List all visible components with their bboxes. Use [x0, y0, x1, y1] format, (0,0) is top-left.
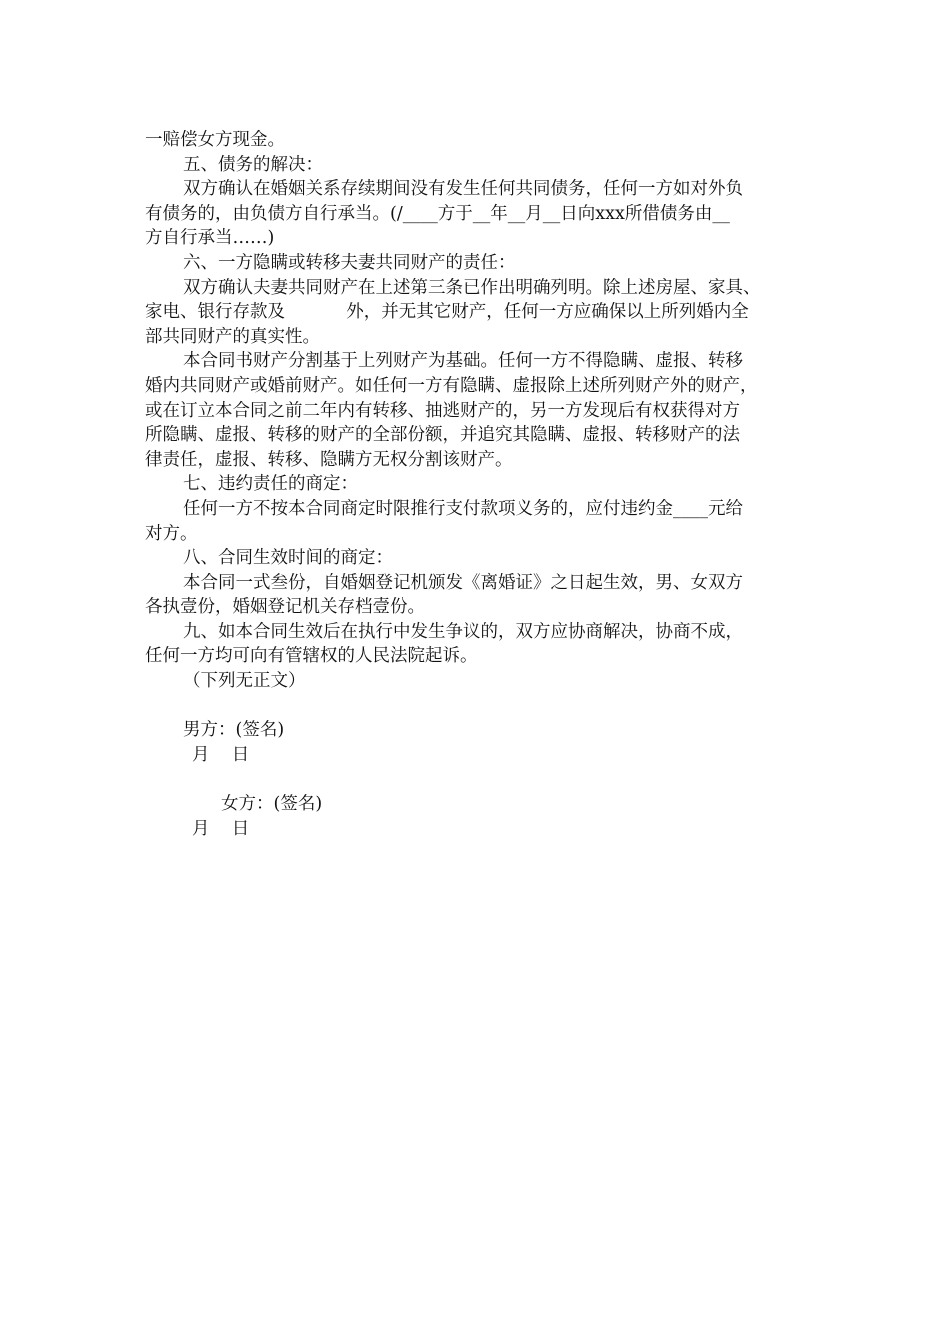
paragraph-line: 方自行承当……)	[145, 228, 275, 249]
paragraph-line: 或在订立本合同之前二年内有转移、抽逃财产的，另一方发现后有权获得对方	[145, 400, 740, 421]
section-heading-breach: 七、违约责任的商定：	[183, 474, 358, 495]
document-page	[145, 128, 810, 841]
paragraph-line: 双方确认在婚姻关系存续期间没有发生任何共同债务，任何一方如对外负	[183, 179, 743, 200]
female-signature-label: 女方：(签名)	[221, 794, 323, 815]
paragraph-line: 一赔偿女方现金。	[145, 130, 285, 150]
paragraph-line: 律责任，虚报、转移、隐瞒方无权分割该财产。	[145, 449, 513, 470]
paragraph-line: 对方。	[145, 523, 198, 544]
section-heading-effective-time: 八、合同生效时间的商定：	[183, 548, 393, 569]
paragraph-line: 任何一方不按本合同商定时限推行支付款项义务的，应付违约金____元给	[183, 498, 743, 519]
paragraph-line: 各执壹份，婚姻登记机关存档壹份。	[145, 597, 425, 618]
spacer	[145, 767, 810, 792]
no-further-text-note: （下列无正文）	[183, 671, 306, 692]
paragraph-line: 婚内共同财产或婚前财产。如任何一方有隐瞒、虚报除上述所列财产外的财产，	[145, 375, 758, 396]
paragraph-line: 所隐瞒、虚报、转移的财产的全部份额，并追究其隐瞒、虚报、转移财产的法	[145, 425, 740, 446]
section-heading-disputes: 九、如本合同生效后在执行中发生争议的，双方应协商解决，协商不成，	[183, 621, 743, 642]
paragraph-line: 任何一方均可向有管辖权的人民法院起诉。	[145, 646, 478, 667]
section-heading-concealment: 六、一方隐瞒或转移夫妻共同财产的责任：	[183, 252, 516, 273]
paragraph-line: 家电、银行存款及 外，并无其它财产，任何一方应确保以上所列婚内全	[145, 302, 749, 323]
female-signature-date: 月 日	[192, 818, 250, 839]
paragraph-line: 有债务的，由负债方自行承当。(/____方于__年__月__日向xxx所借债务由__	[145, 203, 730, 224]
paragraph-line: 部共同财产的真实性。	[145, 326, 320, 347]
paragraph-line: 双方确认夫妻共同财产在上述第三条已作出明确列明。除上述房屋、家具、	[183, 277, 761, 298]
paragraph-line: 本合同一式叁份，自婚姻登记机颁发《离婚证》之日起生效，男、女双方	[183, 572, 743, 593]
male-signature-label: 男方：(签名)	[183, 720, 285, 741]
section-heading-debts: 五、债务的解决：	[183, 154, 323, 175]
paragraph-line: 本合同书财产分割基于上列财产为基础。任何一方不得隐瞒、虚报、转移	[183, 351, 743, 372]
male-signature-date: 月 日	[192, 744, 250, 765]
spacer	[145, 694, 810, 719]
